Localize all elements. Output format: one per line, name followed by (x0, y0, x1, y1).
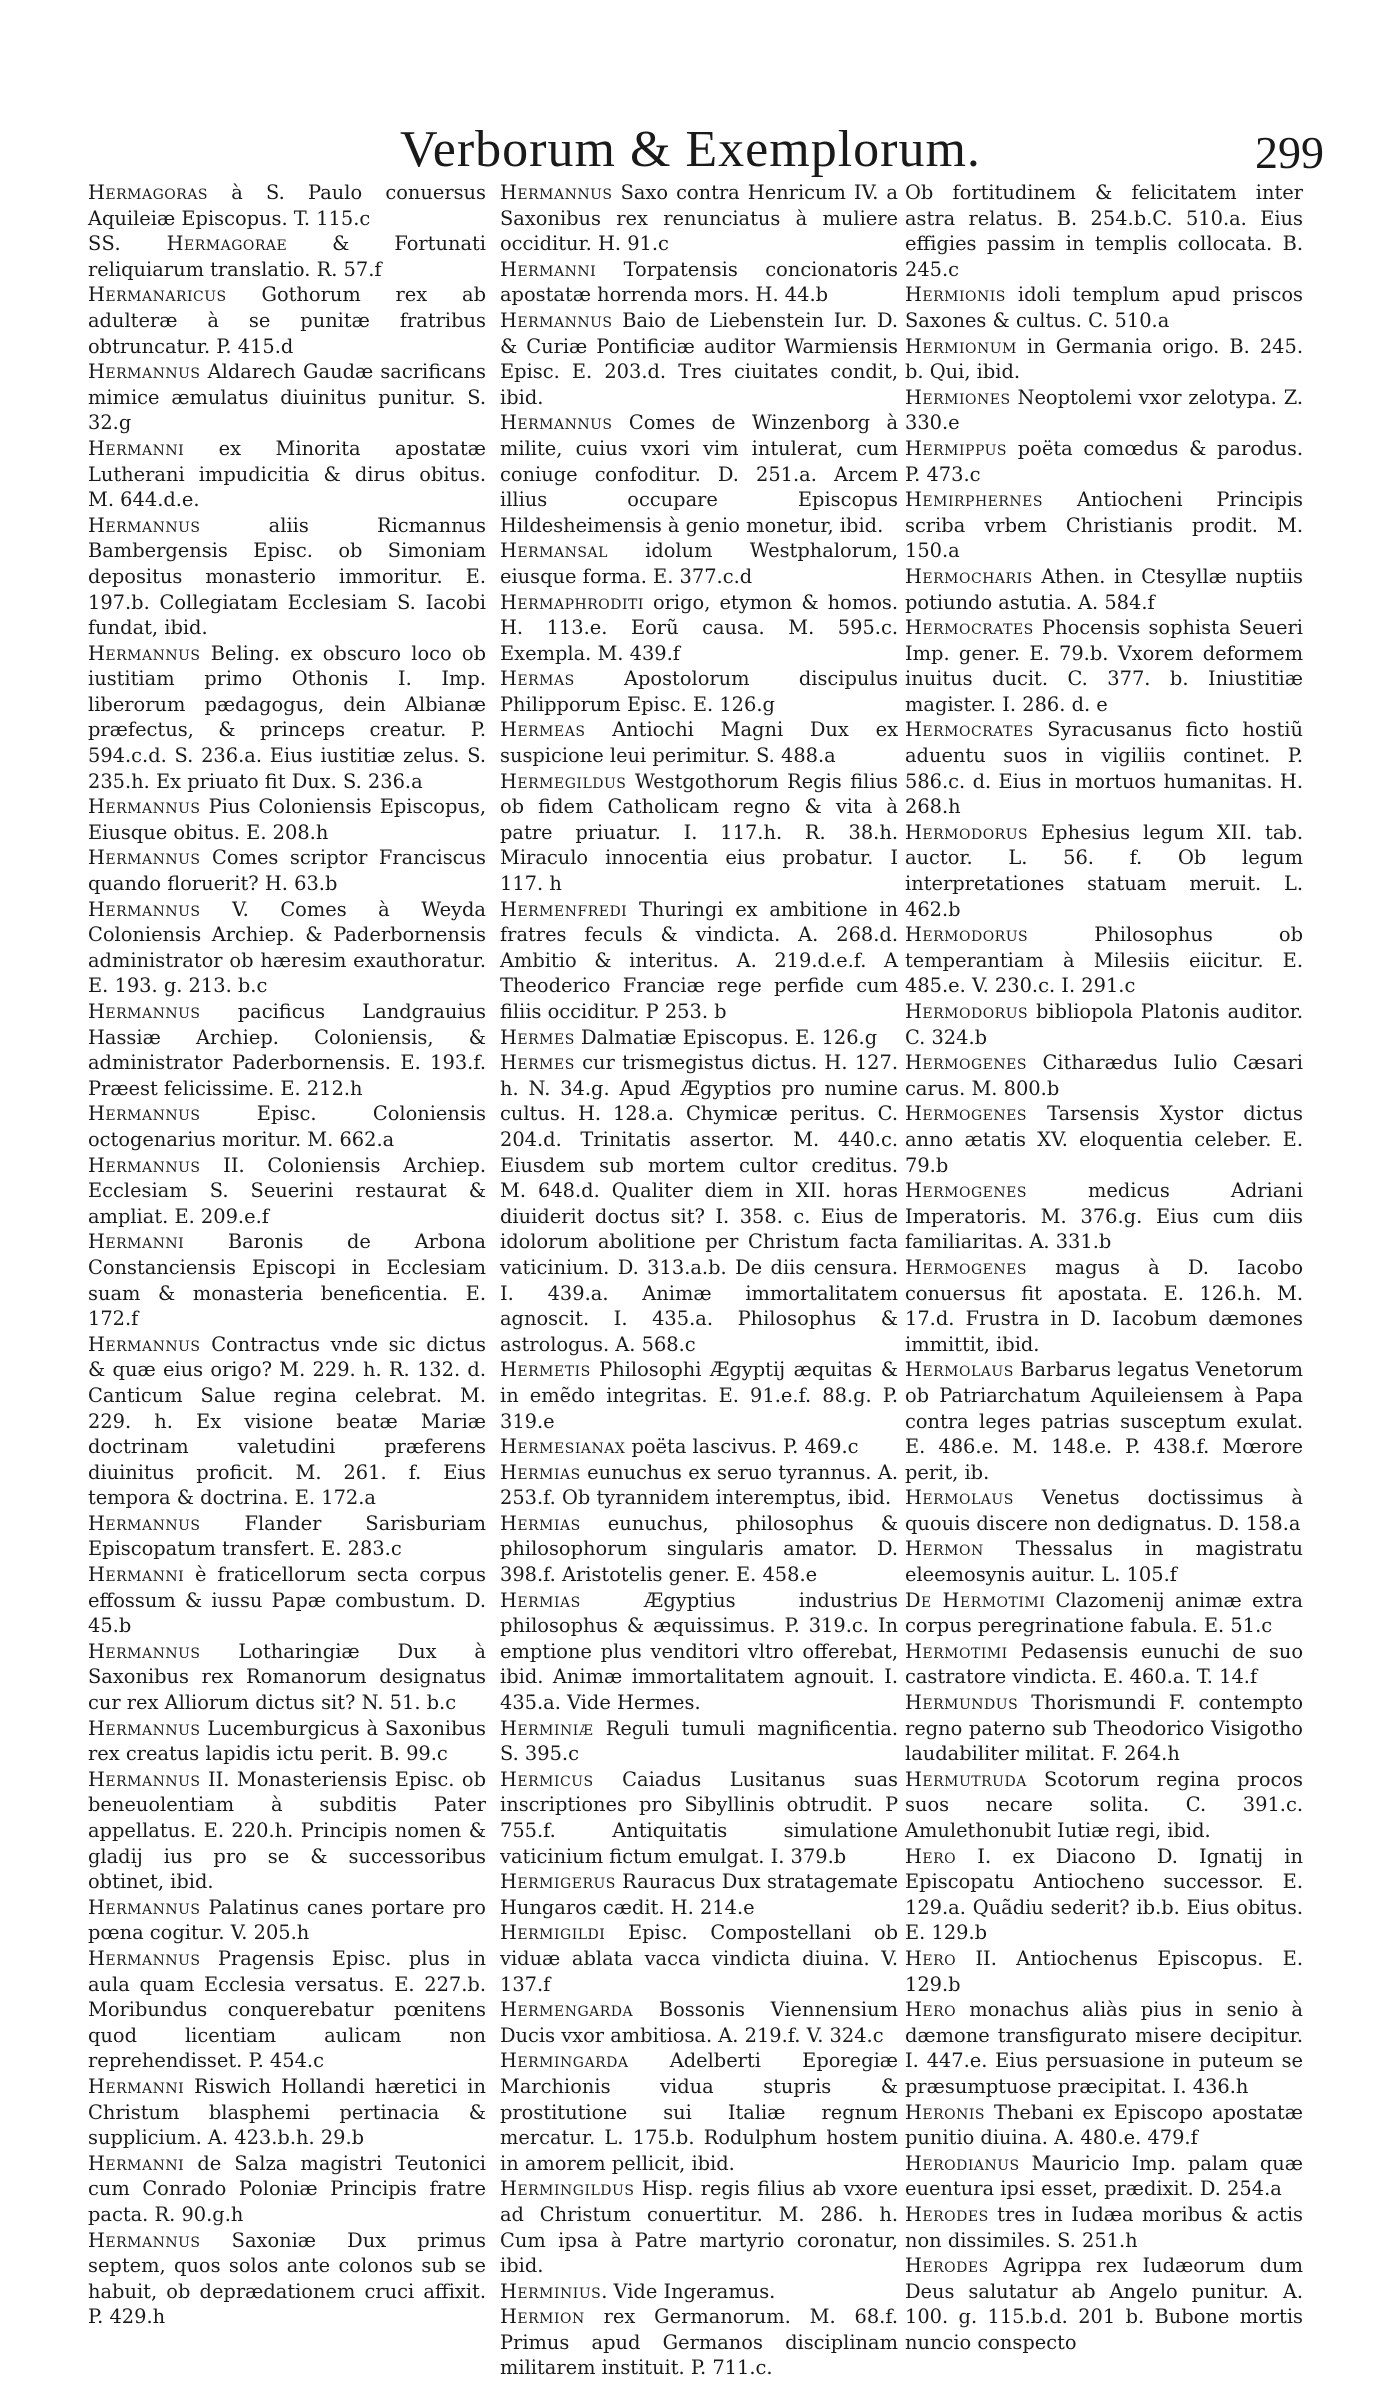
entry-text: Syracusanus ficto hostiũ aduentu suos in vigiliis continet. P. 586.c. d. Eius in mortuos humanitas. H. 268.h (905, 718, 1303, 819)
entry-headword: Hermippus (905, 436, 1008, 460)
entry-headword: Hermannus (88, 2228, 201, 2252)
entry-headword: Hermannus (88, 1000, 201, 1023)
index-entry (88, 1153, 486, 1230)
entry-text: bibliopola Platonis auditor. C. 324.b (905, 1000, 1303, 1049)
entry-text: Saxo contra Henricum IV. a Saxonibus rex renunciatus à muliere occiditur. H. 91.c (500, 181, 898, 256)
entry-headword: Hermodorus (905, 1000, 1029, 1023)
entry-text: Pragensis Episc. plus in aula quam Ecclesia versatus. E. 227.b. Moribundus conquerebatur pœnitens quod licentiam aulicam non reprehendisset. P. 454.c (88, 1946, 486, 2073)
entry-headword: Heronis (905, 2100, 986, 2124)
entry-text: Scotorum regina procos suos necare solita. C. 391.c. Amulethonubit Iutiæ regi, ibid. (905, 1767, 1303, 1842)
entry-headword: Hermas (500, 667, 575, 691)
index-entry (88, 1946, 486, 2074)
index-entry (500, 2176, 898, 2278)
index-entry (88, 180, 486, 231)
entry-text: de Salza magistri Teutonici cum Conrado Poloniæ Principis fratre pacta. R. 90.g.h (88, 2151, 486, 2226)
entry-text: Pius Coloniensis Episcopus, Eiusque obitus. E. 208.h (88, 795, 486, 844)
entry-headword: Hermes (500, 1025, 575, 1049)
entry-headword: Hermicus (500, 1767, 594, 1791)
entry-text: Dalmatiæ Episcopus. E. 126.g (574, 1025, 878, 1049)
index-entry (500, 538, 898, 589)
entry-headword: Hermias (500, 1588, 581, 1612)
entry-text: aliis Ricmannus Bambergensis Episc. ob Simoniam depositus monasterio immoritur. E. 197.b. Collegiatam Ecclesiam S. Iacobi fundat, ibid. (88, 513, 486, 640)
entry-text: Phocensis sophista Seueri Imp. gener. E. 79.b. Vxorem deformem inuitus ducit. C. 377. b. Iniustitiæ magister. I. 286. d. e (905, 616, 1303, 716)
entry-text: Adelberti Eporegiæ Marchionis vidua stupris & prostitutione sui Italiæ regnum mercatur. L. 175.b. Rodulphum hostem in amorem pellicit, ibid. (500, 2049, 898, 2175)
index-entry (905, 1690, 1303, 1767)
entry-text: & Fortunati reliquiarum translatio. R. 57.f (88, 232, 487, 281)
index-entry (905, 1178, 1303, 1255)
entry-headword: Hermanni (88, 1563, 185, 1587)
entry-text: I. ex Diacono D. Ignatij in Episcopatu Antiocheno successor. E. 129.a. Quãdiu sederit? ib.b. Eius obitus. E. 129.b (905, 1844, 1303, 1945)
entry-headword: Hermanni (88, 1230, 185, 1254)
entry-headword: Herminius (500, 2279, 602, 2303)
index-entry (905, 1767, 1303, 1844)
index-entry (88, 359, 486, 436)
index-entry (88, 999, 486, 1101)
entry-headword: Hermotimi (905, 1639, 1008, 1663)
index-entry (500, 1716, 898, 1767)
entry-text: monachus aliàs pius in senio à dæmone transfigurato misere decipitur. I. 447.e. Eius persuasione in puteum se præsumptuose præcipitat. I. 436.h (905, 1998, 1303, 2098)
entry-headword: Hermannus (88, 1946, 201, 1970)
entry-headword: Hermingildus (500, 2177, 635, 2201)
entry-text: Contractus vnde sic dictus & quæ eius origo? M. 229. h. R. 132. d. Canticum Salue regina celebrat. M. 229. h. Ex visione beatæ Mariæ doctrinam valetudini præferens diuinitus proficit. M. 261. f. Eius tempora & doctrina. E. 172.a (88, 1332, 486, 1510)
entry-headword: Hermodorus (905, 923, 1029, 947)
index-entry (88, 845, 486, 896)
entry-headword: Hermengarda (500, 1998, 634, 2022)
index-entry (905, 717, 1303, 819)
entry-headword: Hermetis (500, 1358, 591, 1382)
entry-headword: Hermannus (88, 897, 201, 921)
index-entry (905, 1101, 1303, 1178)
entry-text: Thuringi ex ambitione in fratres feculs & vindicta. A. 268.d. Ambitio & interitus. A. 219.d.e.f. A Theoderico Franciæ rege perfide cum filiis occiditur. P 253. b (500, 897, 898, 1023)
entry-headword: Hermesianax (500, 1435, 626, 1459)
index-entry (88, 282, 486, 359)
index-entry (905, 1844, 1303, 1946)
entry-text: poëta lascivus. P. 469.c (625, 1435, 859, 1459)
index-entry (500, 180, 898, 257)
entry-text: origo, etymon & homos. H. 113.e. Eorũ causa. M. 595.c. Exempla. M. 439.f (500, 590, 898, 665)
index-entry (88, 1716, 486, 1767)
index-entry (905, 1050, 1303, 1101)
entry-headword: Hermionum (905, 334, 1017, 358)
entry-text: Episc. Coloniensis octogenarius moritur. M. 662.a (88, 1102, 486, 1151)
entry-headword: Hermodorus (905, 820, 1029, 844)
index-entry (905, 564, 1303, 615)
index-entry (905, 487, 1303, 564)
entry-headword: Hermannus (88, 1716, 201, 1740)
entry-headword: Hermionis (905, 283, 1006, 307)
page-number: 299 (1255, 127, 1324, 178)
index-entry (88, 1639, 486, 1716)
index-entry (905, 1485, 1303, 1536)
index-entry (500, 1588, 898, 1716)
index-entry (905, 1946, 1303, 1997)
index-entry (905, 820, 1303, 922)
entry-text: medicus Adriani Imperatoris. M. 376.g. Eius cum diis familiaritas. A. 331.b (905, 1179, 1303, 1254)
entry-text: Citharædus Iulio Cæsari carus. M. 800.b (905, 1051, 1303, 1100)
index-entry (905, 2100, 1303, 2151)
entry-headword: Hermundus (905, 1691, 1019, 1715)
entry-headword: Hermolaus (905, 1486, 1014, 1510)
entry-text: Reguli tumuli magnificentia. S. 395.c (500, 1716, 898, 1766)
index-column-right (905, 180, 1303, 2354)
index-entry (88, 1229, 486, 1331)
entry-headword: Hermannus (500, 308, 613, 332)
index-entry (500, 1357, 898, 1434)
entry-text: Venetus doctissimus à quouis discere non dedignatus. D. 158.a (905, 1486, 1303, 1535)
entry-headword: Hermannus (500, 411, 613, 435)
index-entry (500, 1050, 898, 1357)
entry-headword: Hero (905, 1946, 957, 1970)
entry-text: Palatinus canes portare pro pœna cogitur. V. 205.h (88, 1895, 486, 1945)
entry-headword: Herodes (905, 2202, 989, 2226)
entry-text: cur trismegistus dictus. H. 127. h. N. 34.g. Apud Ægyptios pro numine cultus. H. 128.a. Chymicæ peritus. C. 204.d. Trinitatis assertor. M. 440.c. Eiusdem sub mortem cultor creditus. M. 648.d. Qualiter diem in XII. horas diuiderit doctus sit? I. 358. c. Eius de idolorum abolitione per Christum facta vaticinium. D. 313.a.b. De diis censura. I. 439.a. Animæ immortalitatem agnoscit. I. 435.a. Philosophus & astrologus. A. 568.c (500, 1051, 898, 1356)
entry-headword: Hermannus (88, 513, 201, 537)
index-entry (905, 999, 1303, 1050)
entry-headword: Hermannus (88, 1767, 201, 1791)
index-entry (905, 1255, 1303, 1357)
index-entry (88, 1895, 486, 1946)
index-entry (905, 1639, 1303, 1690)
entry-text: Ægyptius industrius philosophus & æquissimus. P. 319.c. In emptione plus venditori vltro offerebat, ibid. Animæ immortalitatem agnouit. I. 435.a. Vide Hermes. (500, 1588, 898, 1715)
entry-text: Ob fortitudinem & felicitatem inter astra relatus. B. 254.b.C. 510.a. Eius effigies passim in templis collocata. B. 245.c (905, 181, 1303, 281)
entry-text: Philosophus ob temperantiam à Milesiis eiicitur. E. 485.e. V. 230.c. I. 291.c (905, 923, 1303, 998)
entry-text: Torpatensis concionatoris apostatæ horrenda mors. H. 44.b (500, 257, 898, 307)
entry-headword: Hermannus (88, 1511, 201, 1535)
entry-text: Baio de Liebenstein Iur. D. & Curiæ Pontificiæ auditor Warmiensis Episc. E. 203.d. Tres ciuitates condit, ibid. (500, 308, 898, 409)
index-entry (500, 1460, 898, 1511)
entry-text: II. Monasteriensis Episc. ob beneuolentiam à subditis Pater appellatus. E. 220.h. Principis nomen & gladij ius pro se & successoribus obtinet, ibid. (88, 1767, 486, 1894)
entry-text: poëta comœdus & parodus. P. 473.c (905, 436, 1303, 486)
entry-headword: Hermion (500, 2305, 585, 2329)
entry-text: II. Coloniensis Archiep. Ecclesiam S. Seuerini restaurat & ampliat. E. 209.e.f (88, 1153, 486, 1228)
index-entry (88, 641, 486, 795)
entry-text: Rauracus Dux stratagemate Hungaros cædit. H. 214.e (500, 1870, 898, 1919)
entry-headword: Hermutruda (905, 1767, 1027, 1791)
entry-text: Westgothorum Regis filius ob fidem Catholicam regno & vita à patre priuatur. I. 117.h. R. 38.h. Miraculo innocentia eius probatur. I 117. h (500, 769, 898, 896)
index-entry (905, 1588, 1303, 1639)
index-entry (88, 2074, 486, 2151)
index-entry (500, 2304, 898, 2381)
index-entry (500, 897, 898, 1025)
index-entry (500, 410, 898, 538)
entry-text: ex Minorita apostatæ Lutherani impudicitia & dirus obitus. M. 644.d.e. (88, 436, 486, 512)
entry-headword: Hermolaus (905, 1358, 1014, 1382)
entry-text: Barbarus legatus Venetorum ob Patriarchatum Aquileiensem à Papa contra leges patrias susceptum exulat. E. 486.e. M. 148.e. P. 438.f. Mœrore perit, ib. (905, 1358, 1303, 1484)
entry-text: Apostolorum discipulus Philipporum Episc. E. 126.g (500, 667, 898, 716)
entry-headword: Hermannus (88, 1153, 201, 1177)
entry-text: Beling. ex obscuro loco ob iustitiam primo Othonis I. Imp. liberorum pædagogus, dein Albianæ præfectus, & princeps creatur. P. 594.c.d. S. 236.a. Eius iustitiæ zelus. S. 235.h. Ex priuato fit Dux. S. 236.a (88, 641, 486, 793)
entry-headword: Hermiones (905, 385, 1011, 409)
index-entry (500, 2279, 898, 2305)
entry-text: pacificus Landgrauius Hassiæ Archiep. Coloniensis, & administrator Paderbornensis. E. 193.f. Præest felicissime. E. 212.h (88, 1000, 486, 1100)
entry-text: à S. Paulo conuersus Aquileiæ Episcopus. T. 115.c (88, 181, 486, 230)
index-entry (500, 1434, 898, 1460)
index-column-left (88, 180, 487, 2329)
index-entry (905, 282, 1303, 333)
index-entry (88, 2228, 486, 2330)
entry-text: Caiadus Lusitanus suas inscriptiones pro Sibyllinis obtrudit. P 755.f. Antiquitatis simulatione vaticinium fictum emulgat. I. 379.b (500, 1767, 898, 1868)
entry-text: eunuchus, philosophus & philosophorum singularis amator. D. 398.f. Aristotelis gener. E. 458.e (500, 1511, 898, 1587)
entry-headword: Herminiæ (500, 1716, 594, 1740)
entry-headword: Hermocrates (905, 718, 1034, 742)
entry-headword: Hermanni (88, 2074, 185, 2098)
entry-text: Aldarech Gaudæ sacrificans mimice æmulatus diuinitus punitur. S. 32.g (88, 360, 486, 435)
entry-text: eunuchus ex seruo tyrannus. A. 253.f. Ob tyrannidem interemptus, ibid. (500, 1460, 898, 1510)
entry-headword: Hermias (500, 1460, 581, 1484)
index-entry (88, 513, 486, 641)
index-entry (88, 1511, 486, 1562)
index-entry (500, 257, 898, 308)
index-entry (500, 1920, 898, 1997)
entry-text: Philosophi Ægyptij æquitas & in emẽdo integritas. E. 91.e.f. 88.g. P. 319.e (500, 1358, 898, 1433)
entry-headword: Hermogenes (905, 1179, 1027, 1203)
entry-text: Thessalus in magistratu eleemosynis auitur. L. 105.f (905, 1537, 1303, 1587)
entry-headword: De Hermotimi (905, 1588, 1046, 1612)
entry-headword: Hermannus (88, 1102, 201, 1126)
entry-headword: Hermannus (88, 1332, 201, 1356)
index-entry (905, 180, 1303, 282)
entry-headword: Hermigerus (500, 1870, 616, 1894)
entry-text: Athen. in Ctesyllæ nuptiis potiundo astutia. A. 584.f (905, 564, 1303, 614)
entry-text: Bossonis Viennensium Ducis vxor ambitiosa. A. 219.f. V. 324.c (500, 1998, 898, 2047)
index-entry (500, 1025, 898, 1051)
entry-text: Hisp. regis filius ab vxore ad Christum conuertitur. M. 286. h. Cum ipsa à Patre martyrio coronatur, ibid. (500, 2177, 898, 2278)
entry-text: Antiochi Magni Dux ex suspicione leui perimitur. S. 488.a (500, 718, 898, 768)
entry-headword: Hermanni (88, 2151, 185, 2175)
index-entry (905, 385, 1303, 436)
entry-text: Agrippa rex Iudæorum dum Deus salutatur ab Angelo punitur. A. 100. g. 115.b.d. 201 b. Bubone mortis nuncio conspecto (905, 2254, 1303, 2354)
entry-headword: Hermannus (500, 181, 613, 204)
entry-text: Ephesius legum XII. tab. auctor. L. 56. f. Ob legum interpretationes statuam meruit. L. 462.b (905, 820, 1303, 921)
entry-text: in Germania origo. B. 245. b. Qui, ibid. (905, 334, 1303, 384)
index-entry (88, 1332, 486, 1511)
index-entry (905, 334, 1303, 385)
entry-text: Saxoniæ Dux primus septem, quos solos ante colonos sub se habuit, ob deprædationem cruci affixit. P. 429.h (88, 2228, 486, 2329)
entry-text: Comes scriptor Franciscus quando floruerit? H. 63.b (88, 846, 486, 896)
index-entry (905, 1536, 1303, 1587)
entry-headword: Hermogenes (905, 1102, 1027, 1126)
entry-text: Lucemburgicus à Saxonibus rex creatus lapidis ictu perit. B. 99.c (88, 1716, 486, 1766)
entry-headword: Hero (905, 1844, 957, 1868)
entry-text: Pedasensis eunuchi de suo castratore vindicta. E. 460.a. T. 14.f (905, 1639, 1303, 1689)
entry-text: II. Antiochenus Episcopus. E. 129.b (905, 1946, 1303, 1996)
index-entry (500, 1511, 898, 1588)
entry-text: Antiocheni Principis scriba vrbem Christianis prodit. M. 150.a (905, 488, 1303, 563)
entry-headword: Hermagoras (88, 181, 209, 204)
entry-headword: Hermias (500, 1511, 581, 1535)
index-entry (88, 1562, 486, 1639)
entry-headword: Hemirphernes (905, 488, 1043, 512)
entry-text: Mauricio Imp. palam quæ euentura ipsi esset, prædixit. D. 254.a (905, 2151, 1303, 2201)
entry-headword: Hermocharis (905, 564, 1033, 588)
index-entry (88, 897, 486, 999)
entry-text: Thorismundi F. contempto regno paterno sub Theodorico Visigotho laudabiliter militat. F. 264.h (905, 1691, 1303, 1766)
entry-text: Neoptolemi vxor zelotypa. Z. 330.e (905, 385, 1303, 435)
index-entry (500, 1997, 898, 2048)
entry-text: Flander Sarisburiam Episcopatum transfert. E. 283.c (88, 1511, 486, 1561)
entry-text: Tarsensis Xystor dictus anno ætatis XV. eloquentia celeber. E. 79.b (905, 1102, 1303, 1177)
entry-headword: Hermannus (88, 641, 201, 665)
index-entry (905, 1997, 1303, 2099)
entry-headword: Herodianus (905, 2151, 1020, 2175)
entry-headword: Hermes (500, 1051, 575, 1075)
index-entry (500, 590, 898, 667)
entry-headword: Hermannus (88, 360, 201, 384)
entry-text: è fraticellorum secta corpus effossum & iussu Papæ combustum. D. 45.b (88, 1563, 486, 1638)
index-entry (88, 436, 486, 513)
entry-headword: Herodes (905, 2254, 989, 2278)
entry-text: Thebani ex Episcopo apostatæ punitio diuina. A. 480.e. 479.f (905, 2100, 1303, 2150)
index-entry (905, 436, 1303, 487)
entry-headword: Hermogenes (905, 1051, 1027, 1075)
entry-text: rex Germanorum. M. 68.f. Primus apud Germanos disciplinam militarem instituit. P. 711.c. (500, 2305, 898, 2380)
entry-text: idolum Westphalorum, eiusque forma. E. 377.c.d (500, 539, 898, 588)
index-entry (905, 1357, 1303, 1485)
entry-text: Baronis de Arbona Constanciensis Episcopi in Ecclesiam suam & monasteria beneficentia. E. 172.f (88, 1230, 486, 1331)
index-entry (500, 1767, 898, 1869)
entry-headword: Hermannus (88, 846, 201, 870)
entry-headword: Hermingarda (500, 2049, 629, 2073)
entry-headword: Hermanni (88, 436, 185, 460)
entry-headword: Hermannus (88, 795, 201, 819)
index-entry (88, 2151, 486, 2228)
index-entry (500, 666, 898, 717)
index-entry (500, 1869, 898, 1920)
entry-text: Gothorum rex ab adulteræ à se punitæ fratribus obtruncatur. P. 415.d (88, 283, 486, 358)
index-entry (88, 231, 486, 282)
entry-text: Episc. Compostellani ob viduæ ablata vacca vindicta diuina. V. 137.f (500, 1921, 898, 1996)
entry-headword: Hermaphroditi (500, 590, 644, 614)
entry-text: Clazomenij animæ extra corpus peregrinatione fabula. E. 51.c (905, 1588, 1303, 1638)
entry-text: Comes de Winzenborg à milite, cuius vxori vim intulerat, cum coniuge confoditur. D. 251.a. Arcem illius occupare Episcopus Hildesheimensis à genio monetur, ibid. (500, 411, 898, 537)
index-entry (88, 1767, 486, 1895)
entry-text: V. Comes à Weyda Coloniensis Archiep. & Paderbornensis administrator ob hæresim exauthoratur. E. 193. g. 213. b.c (88, 897, 486, 998)
entry-headword: Hermanaricus (88, 283, 227, 307)
index-entry (905, 2253, 1303, 2355)
index-entry (500, 2048, 898, 2176)
entry-headword: Hermansal (500, 539, 608, 563)
entry-headword: Hermogenes (905, 1255, 1027, 1279)
entry-headword: Hermocrates (905, 616, 1034, 640)
entry-text: magus à D. Iacobo conuersus fit apostata. E. 126.h. M. 17.d. Frustra in D. Iacobum dæmones immittit, ibid. (905, 1255, 1303, 1356)
index-entry (500, 769, 898, 897)
index-entry (500, 717, 898, 768)
page-title: Verborum & Exemplorum. (400, 121, 981, 178)
index-entry (905, 2151, 1303, 2202)
entry-text: idoli templum apud priscos Saxones & cultus. C. 510.a (905, 283, 1303, 332)
entry-headword: Hermannus (88, 1895, 201, 1919)
index-entry (500, 308, 898, 410)
entry-text: Lotharingiæ Dux à Saxonibus rex Romanorum designatus cur rex Alliorum dictus sit? N. 51. b.c (88, 1639, 486, 1715)
index-entry (88, 794, 486, 845)
index-column-middle (500, 180, 898, 2380)
entry-headword: Hermanni (500, 257, 597, 281)
entry-text: . Vide Ingeramus. (601, 2279, 776, 2303)
index-entry (905, 2202, 1303, 2253)
entry-headword: Hermegildus (500, 769, 627, 793)
entry-headword: Hermon (905, 1537, 984, 1561)
index-entry (905, 615, 1303, 717)
index-entry (88, 1101, 486, 1152)
entry-headword: Hero (905, 1998, 957, 2022)
index-entry (905, 922, 1303, 999)
entry-headword: Hermenfredi (500, 897, 628, 921)
entry-headword: Hermeas (500, 718, 586, 742)
entry-headword: SS. Hermagorae (88, 232, 288, 256)
entry-text: Riswich Hollandi hæretici in Christum blasphemi pertinacia & supplicium. A. 423.b.h. 29.b (88, 2074, 486, 2150)
entry-text: tres in Iudæa moribus & actis non dissimiles. S. 251.h (905, 2202, 1303, 2252)
entry-headword: Hermannus (88, 1639, 201, 1663)
entry-headword: Hermigildi (500, 1921, 606, 1945)
